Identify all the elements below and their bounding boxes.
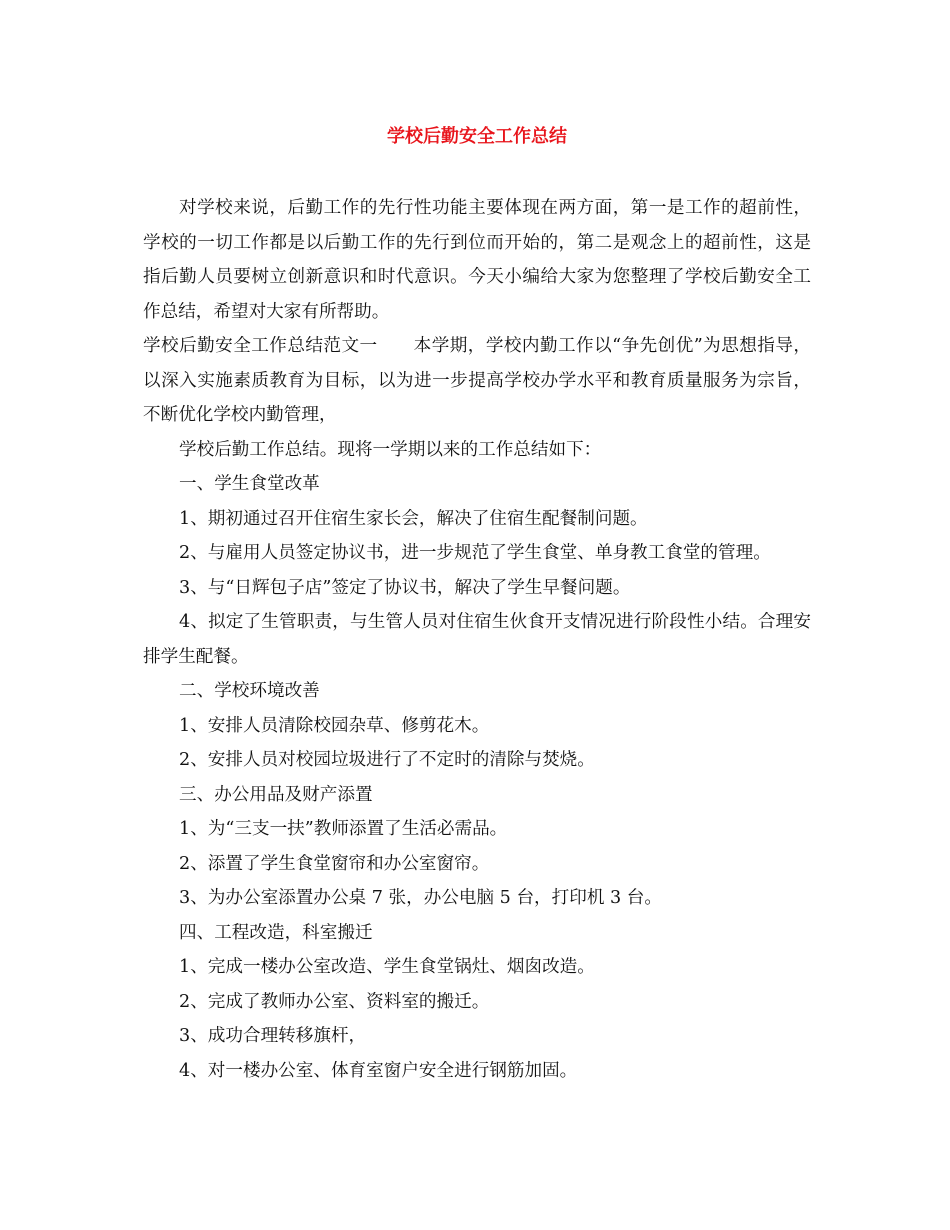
paragraph: 3、成功合理转移旗杆， (179, 1026, 367, 1046)
paragraph: 2、与雇用人员签定协议书，进一步规范了学生食堂、单身教工食堂的管理。 (179, 543, 771, 563)
paragraph: 4、拟定了生管职责，与生管人员对住宿生伙食开支情况进行阶段性小结。合理安排学生配餐。 (143, 612, 811, 667)
paragraph: 3、与“日辉包子店”签定了协议书，解决了学生早餐问题。 (179, 577, 631, 598)
paragraph: 2、添置了学生食堂窗帘和办公室窗帘。 (179, 853, 490, 874)
paragraph: 二、学校环境改善 (179, 681, 320, 701)
paragraph: 三、办公用品及财产添置 (179, 784, 373, 805)
paragraph: 一、学生食堂改革 (179, 474, 320, 494)
paragraph: 1、期初通过召开住宿生家长会，解决了住宿生配餐制问题。 (179, 508, 648, 529)
paragraph: 2、安排人员对校园垃圾进行了不定时的清除与焚烧。 (179, 750, 595, 770)
paragraph: 学校后勤工作总结。现将一学期以来的工作总结如下： (179, 439, 602, 460)
paragraph: 3、为办公室添置办公桌 7 张，办公电脑 5 台，打印机 3 台。 (179, 888, 662, 908)
paragraph: 对学校来说，后勤工作的先行性功能主要体现在两方面，第一是工作的超前性，学校的一切工作都是以后勤工作的先行到位而开始的，第二是观念上的超前性，这是指后勤人员要树立创新意识和时代意识。今天小编给大家为您整理了学校后勤安全工作总结，希望对大家有所帮助。 (143, 198, 811, 322)
paragraph: 学校后勤安全工作总结范文一 本学期，学校内勤工作以“争先创优”为思想指导，以深入实施素质教育为目标，以为进一步提高学校办学水平和教育质量服务为宗旨，不断优化学校内勤管理， (143, 336, 811, 425)
document-page (143, 0, 811, 1230)
paragraph: 1、完成一楼办公室改造、学生食堂锅灶、烟囱改造。 (179, 957, 595, 977)
paragraph: 1、为“三支一扶”教师添置了生活必需品。 (179, 819, 508, 839)
paragraph: 1、安排人员清除校园杂草、修剪花木。 (179, 715, 490, 736)
paragraph: 2、完成了教师办公室、资料室的搬迁。 (179, 991, 490, 1012)
document-title: 学校后勤安全工作总结 (387, 126, 567, 147)
paragraph: 4、对一楼办公室、体育室窗户安全进行钢筋加固。 (179, 1060, 578, 1081)
document-body (143, 191, 811, 1088)
paragraph: 四、工程改造，科室搬迁 (179, 922, 373, 943)
